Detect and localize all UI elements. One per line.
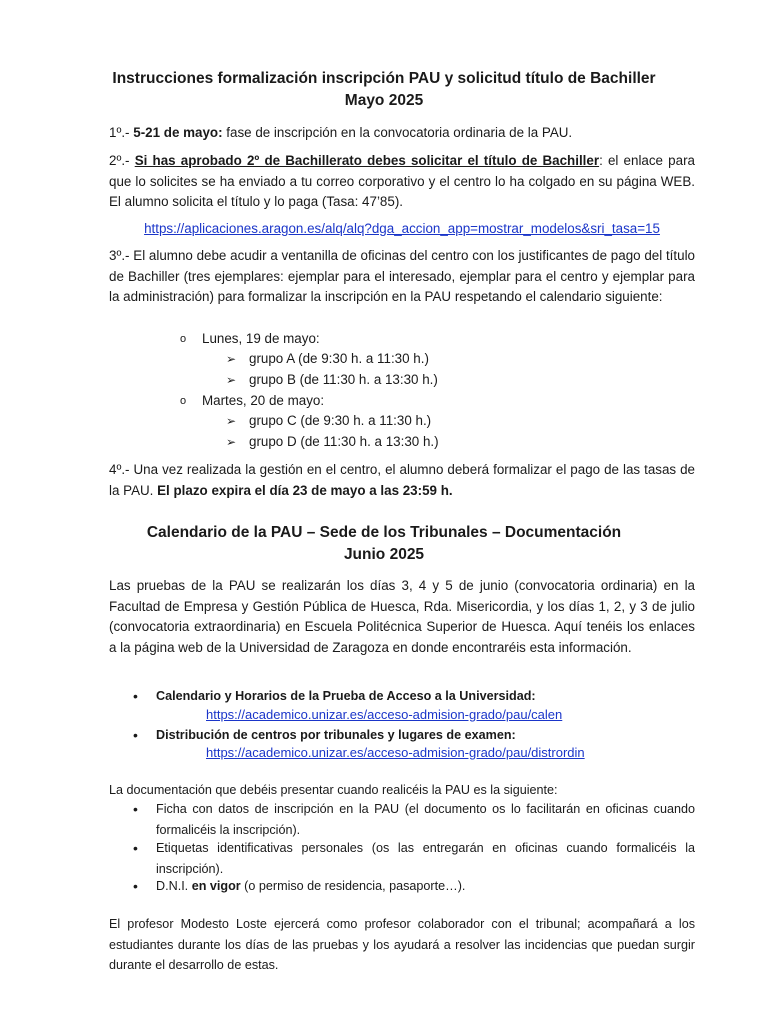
arrow-bullet-icon: ➢: [226, 414, 237, 428]
tasa-link[interactable]: https://aplicaciones.aragon.es/alq/alq?dga_accion_app=mostrar_modelos&sri_tasa=15: [144, 221, 660, 236]
intro-paragraph: Las pruebas de la PAU se realizarán los días 3, 4 y 5 de junio (convocatoria ordinaria) en la Facultad de Empresa y Gestión Pública de Huesca, Rda. Misericordia, y los días 1, 2, y 3 de julio (convocatoria extraordinaria) en Escuela Politécnica Superior de Huesca. Aquí tenéis los enlaces a la página web de la Universidad de Zaragoza en donde encontraréis esta información.: [109, 578, 695, 655]
doc-item-dni: [133, 876, 695, 897]
step-1: [109, 123, 695, 144]
schedule-group: [226, 370, 438, 391]
distribucion-link[interactable]: https://academico.unizar.es/acceso-admision-grado/pau/distrordin: [206, 745, 585, 760]
docs-intro: La documentación que debéis presentar cuando realicéis la PAU es la siguiente:: [109, 783, 558, 797]
bullet-icon: •: [133, 840, 138, 856]
closing-paragraph: El profesor Modesto Loste ejercerá como profesor colaborador con el tribunal; acompañará a los estudiantes durante los días de las pruebas y los ayudará a resolver las incidencias que puedan surgir durante el desarrollo de estas.: [109, 917, 695, 972]
doc-item-text: Ficha con datos de inscripción en la PAU (el documento os lo facilitarán en oficinas cuando formalicéis la inscripción).: [156, 802, 695, 837]
doc-item: [133, 799, 695, 840]
step-2-link-row: [109, 219, 695, 240]
bullet-icon: •: [133, 727, 138, 743]
bullet-icon: •: [133, 801, 138, 817]
step-1-dates: 5-21 de mayo:: [133, 125, 223, 140]
main-title-line1: Instrucciones formalización inscripción PAU y solicitud título de Bachiller: [112, 70, 656, 87]
calendario-link[interactable]: https://academico.unizar.es/acceso-admision-grado/pau/calen: [206, 707, 563, 722]
bullet-icon: •: [133, 688, 138, 704]
arrow-bullet-icon: ➢: [226, 352, 237, 366]
circle-bullet-icon: o: [180, 333, 187, 345]
arrow-bullet-icon: ➢: [226, 435, 237, 449]
schedule-group-label: grupo D (de 11:30 h. a 13:30 h.): [249, 434, 439, 449]
schedule-group: [226, 349, 429, 370]
schedule-group-label: grupo C (de 9:30 h. a 11:30 h.): [249, 413, 432, 428]
step-4: [109, 460, 695, 501]
section-title-line2: Junio 2025: [343, 546, 425, 563]
step-2-heading: Si has aprobado 2º de Bachillerato debes solicitar el título de Bachiller: [134, 153, 600, 168]
schedule-group-label: grupo A (de 9:30 h. a 11:30 h.): [249, 351, 429, 366]
schedule-day-label: Lunes, 19 de mayo:: [202, 331, 320, 346]
step-3: 3º.- El alumno debe acudir a ventanilla de oficinas del centro con los justificantes de pago del título de Bachiller (tres ejemplares: ejemplar para el interesado, ejemplar para el centro y ejemplar para la administración) para formalizar la inscripción en la PAU respetando el calendario siguiente:: [109, 248, 695, 304]
step-2-number: 2º.-: [109, 153, 135, 168]
circle-bullet-icon: o: [180, 395, 187, 407]
doc-item: [133, 838, 695, 879]
step-1-text: fase de inscripción en la convocatoria ordinaria de la PAU.: [222, 125, 573, 140]
link-item-calendario: [133, 686, 695, 707]
schedule-day-label: Martes, 20 de mayo:: [202, 393, 325, 408]
step-2-text: : el enlace para que lo solicites se ha enviado a tu correo corporativo y el centro lo ha colgado en su página WEB. El alumno solicita el título y lo paga (Tasa: 47’85).: [109, 153, 695, 209]
doc-dni-emphasis: en vigor: [191, 879, 241, 893]
step-2: [109, 151, 695, 213]
doc-item-text: D.N.I. en vigor (o permiso de residencia, pasaporte…).: [156, 879, 466, 893]
bullet-icon: •: [133, 878, 138, 894]
schedule-day-tuesday: [180, 391, 324, 412]
step-1-number: 1º.-: [109, 125, 134, 140]
main-title-line2: Mayo 2025: [344, 92, 424, 109]
doc-item-text: Etiquetas identificativas personales (os las entregarán en oficinas cuando formalicéis la inscripción).: [156, 841, 695, 876]
step-4-deadline: El plazo expira el día 23 de mayo a las 23:59 h.: [157, 482, 453, 498]
arrow-bullet-icon: ➢: [226, 373, 237, 387]
schedule-day-monday: [180, 329, 320, 350]
schedule-group: [226, 411, 431, 432]
section-title: [80, 522, 688, 566]
schedule-group-label: grupo B (de 11:30 h. a 13:30 h.): [249, 372, 438, 387]
schedule-group: [226, 432, 439, 453]
section-title-line1: Calendario de la PAU – Sede de los Tribunales – Documentación: [146, 524, 622, 541]
step-4-text: 4º.- Una vez realizada la gestión en el centro, el alumno deberá formalizar el pago de las tasas de la PAU.: [109, 462, 695, 498]
link-item-label: Distribución de centros por tribunales y lugares de examen:: [156, 728, 516, 742]
main-title: [80, 68, 688, 112]
link-item-label: Calendario y Horarios de la Prueba de Acceso a la Universidad:: [156, 689, 536, 703]
